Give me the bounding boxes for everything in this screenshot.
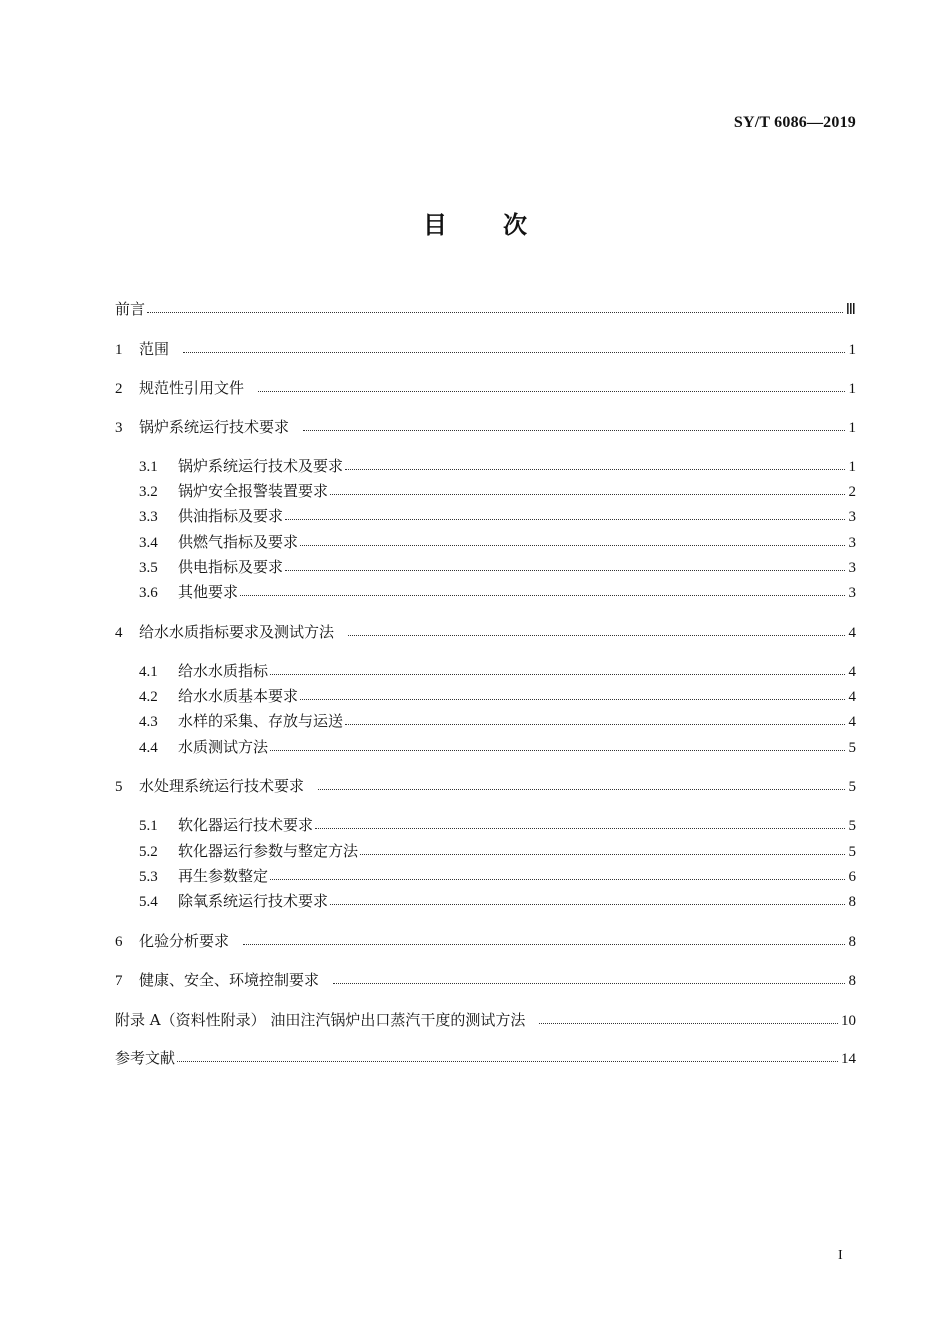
dot-leader	[345, 723, 845, 725]
dot-leader	[303, 429, 845, 431]
dot-leader	[258, 390, 845, 392]
toc-entry-number: 3.3	[139, 509, 158, 525]
toc-entry-page: 5	[848, 740, 856, 756]
toc-entry[interactable]	[139, 865, 856, 887]
toc-entry[interactable]	[139, 710, 856, 732]
title-char-1: 目	[423, 211, 447, 239]
toc-entry-label: 规范性引用文件	[139, 379, 245, 397]
toc-entry[interactable]	[139, 660, 856, 682]
dot-leader	[345, 468, 845, 470]
toc-entry-label: 供油指标及要求	[178, 507, 284, 525]
toc-entry-label: 再生参数整定	[178, 867, 269, 885]
toc-entry-page: 3	[848, 585, 856, 601]
toc-entry-number: 3.4	[139, 535, 158, 551]
toc-entry[interactable]	[115, 416, 856, 438]
toc-entry[interactable]	[115, 775, 856, 797]
toc-entry-label: 锅炉系统运行技术要求	[139, 418, 290, 436]
toc-entry-label: 锅炉系统运行技术及要求	[178, 457, 344, 475]
toc-entry-number: 5.1	[139, 818, 158, 834]
toc-entry-number: 6	[115, 934, 123, 950]
toc-entry-page: 4	[848, 664, 856, 680]
dot-leader	[270, 878, 845, 880]
dot-leader	[300, 544, 845, 546]
dot-leader	[285, 518, 845, 520]
toc-entry-label: 软化器运行参数与整定方法	[178, 842, 359, 860]
dot-leader	[315, 827, 845, 829]
toc-entry[interactable]	[115, 621, 856, 643]
toc-entry-label: 软化器运行技术要求	[178, 816, 314, 834]
toc-entry-number: 3.5	[139, 560, 158, 576]
dot-leader	[240, 594, 845, 596]
dot-leader	[270, 673, 845, 675]
toc-entry-number: 5.3	[139, 869, 158, 885]
toc-entry-number: 3.6	[139, 585, 158, 601]
toc-entry[interactable]	[139, 455, 856, 477]
toc-entry-label: 健康、安全、环境控制要求	[139, 971, 320, 989]
dot-leader	[243, 943, 845, 945]
dot-leader	[147, 311, 843, 313]
toc-entry-number: 1	[115, 342, 123, 358]
toc-entry-number: 4	[115, 625, 123, 641]
toc-entry-number: 3.2	[139, 484, 158, 500]
dot-leader	[183, 351, 845, 353]
toc-entry-page: 1	[848, 381, 856, 397]
dot-leader	[300, 698, 845, 700]
toc-entry-page: 6	[848, 869, 856, 885]
toc-entry-page: 2	[848, 484, 856, 500]
dot-leader	[177, 1060, 838, 1062]
toc-entry[interactable]	[139, 840, 856, 862]
dot-leader	[330, 903, 845, 905]
toc-entry-page: 1	[848, 420, 856, 436]
toc-entry-number: 2	[115, 381, 123, 397]
toc-entry-number: 4.4	[139, 740, 158, 756]
toc-entry[interactable]	[139, 556, 856, 578]
toc-entry-number: 4.3	[139, 714, 158, 730]
toc-entry-label: 水样的采集、存放与运送	[178, 712, 344, 730]
toc-entry-number: 4.1	[139, 664, 158, 680]
toc-entry-label: 水质测试方法	[178, 738, 269, 756]
toc-entry-label: 除氧系统运行技术要求	[178, 892, 329, 910]
toc-entry-page: 8	[848, 894, 856, 910]
toc-entry-page: 3	[848, 509, 856, 525]
toc-entry-page: 8	[848, 973, 856, 989]
toc-entry-page: Ⅲ	[845, 302, 856, 318]
toc-entry[interactable]	[115, 338, 856, 360]
page-number: I	[838, 1248, 843, 1263]
toc-entry-number: 4.2	[139, 689, 158, 705]
toc-entry-label: 前言	[115, 300, 146, 318]
toc-entry[interactable]	[139, 685, 856, 707]
toc-entry-label: 给水水质指标	[178, 662, 269, 680]
dot-leader	[360, 853, 845, 855]
toc-entry-page: 4	[848, 689, 856, 705]
toc-entry-label: 供燃气指标及要求	[178, 533, 299, 551]
toc-entry-label: 给水水质基本要求	[178, 687, 299, 705]
toc-entry-page: 5	[848, 844, 856, 860]
toc-entry-label: 范围	[139, 340, 170, 358]
page-title	[0, 205, 950, 240]
toc-entry[interactable]	[115, 1009, 856, 1031]
toc-entry-page: 8	[848, 934, 856, 950]
toc-entry-page: 5	[848, 818, 856, 834]
toc-entry-page: 1	[848, 342, 856, 358]
toc-entry-number: 5.2	[139, 844, 158, 860]
dot-leader	[333, 982, 845, 984]
toc-entry-label: 其他要求	[178, 583, 239, 601]
toc-entry-label: 附录 A（资料性附录） 油田注汽锅炉出口蒸汽干度的测试方法	[115, 1011, 526, 1029]
toc-entry-page: 5	[848, 779, 856, 795]
toc-entry-page: 3	[848, 560, 856, 576]
toc-entry[interactable]	[139, 581, 856, 603]
toc-entry-page: 14	[841, 1051, 856, 1067]
dot-leader	[348, 634, 845, 636]
toc-entry[interactable]	[115, 377, 856, 399]
dot-leader	[318, 788, 845, 790]
title-char-2: 次	[503, 211, 527, 239]
toc-entry-number: 3.1	[139, 459, 158, 475]
toc-entry[interactable]	[139, 890, 856, 912]
standard-code: SY/T 6086—2019	[733, 114, 856, 131]
toc-entry-label: 锅炉安全报警装置要求	[178, 482, 329, 500]
toc-entry-page: 4	[848, 714, 856, 730]
toc-entry[interactable]	[115, 969, 856, 991]
toc-entry[interactable]	[139, 736, 856, 758]
toc-entry[interactable]	[139, 814, 856, 836]
toc-entry-number: 3	[115, 420, 123, 436]
toc-entry[interactable]	[115, 930, 856, 952]
toc-entry[interactable]	[115, 1047, 856, 1069]
toc-entry-page: 10	[841, 1013, 856, 1029]
toc-entry[interactable]	[139, 505, 856, 527]
dot-leader	[539, 1022, 838, 1024]
toc-entry-label: 水处理系统运行技术要求	[139, 777, 305, 795]
toc-entry[interactable]	[115, 298, 856, 320]
toc-entry-label: 化验分析要求	[139, 932, 230, 950]
toc-entry[interactable]	[139, 480, 856, 502]
toc-entry-number: 7	[115, 973, 123, 989]
toc-entry-label: 给水水质指标要求及测试方法	[139, 623, 335, 641]
toc-entry-page: 4	[848, 625, 856, 641]
toc-entry[interactable]	[139, 531, 856, 553]
toc-entry-label: 供电指标及要求	[178, 558, 284, 576]
dot-leader	[285, 569, 845, 571]
toc-entry-label: 参考文献	[115, 1049, 176, 1067]
toc-entry-page: 1	[848, 459, 856, 475]
toc-entry-page: 3	[848, 535, 856, 551]
toc-entry-number: 5.4	[139, 894, 158, 910]
toc-entry-number: 5	[115, 779, 123, 795]
dot-leader	[270, 749, 845, 751]
dot-leader	[330, 493, 845, 495]
